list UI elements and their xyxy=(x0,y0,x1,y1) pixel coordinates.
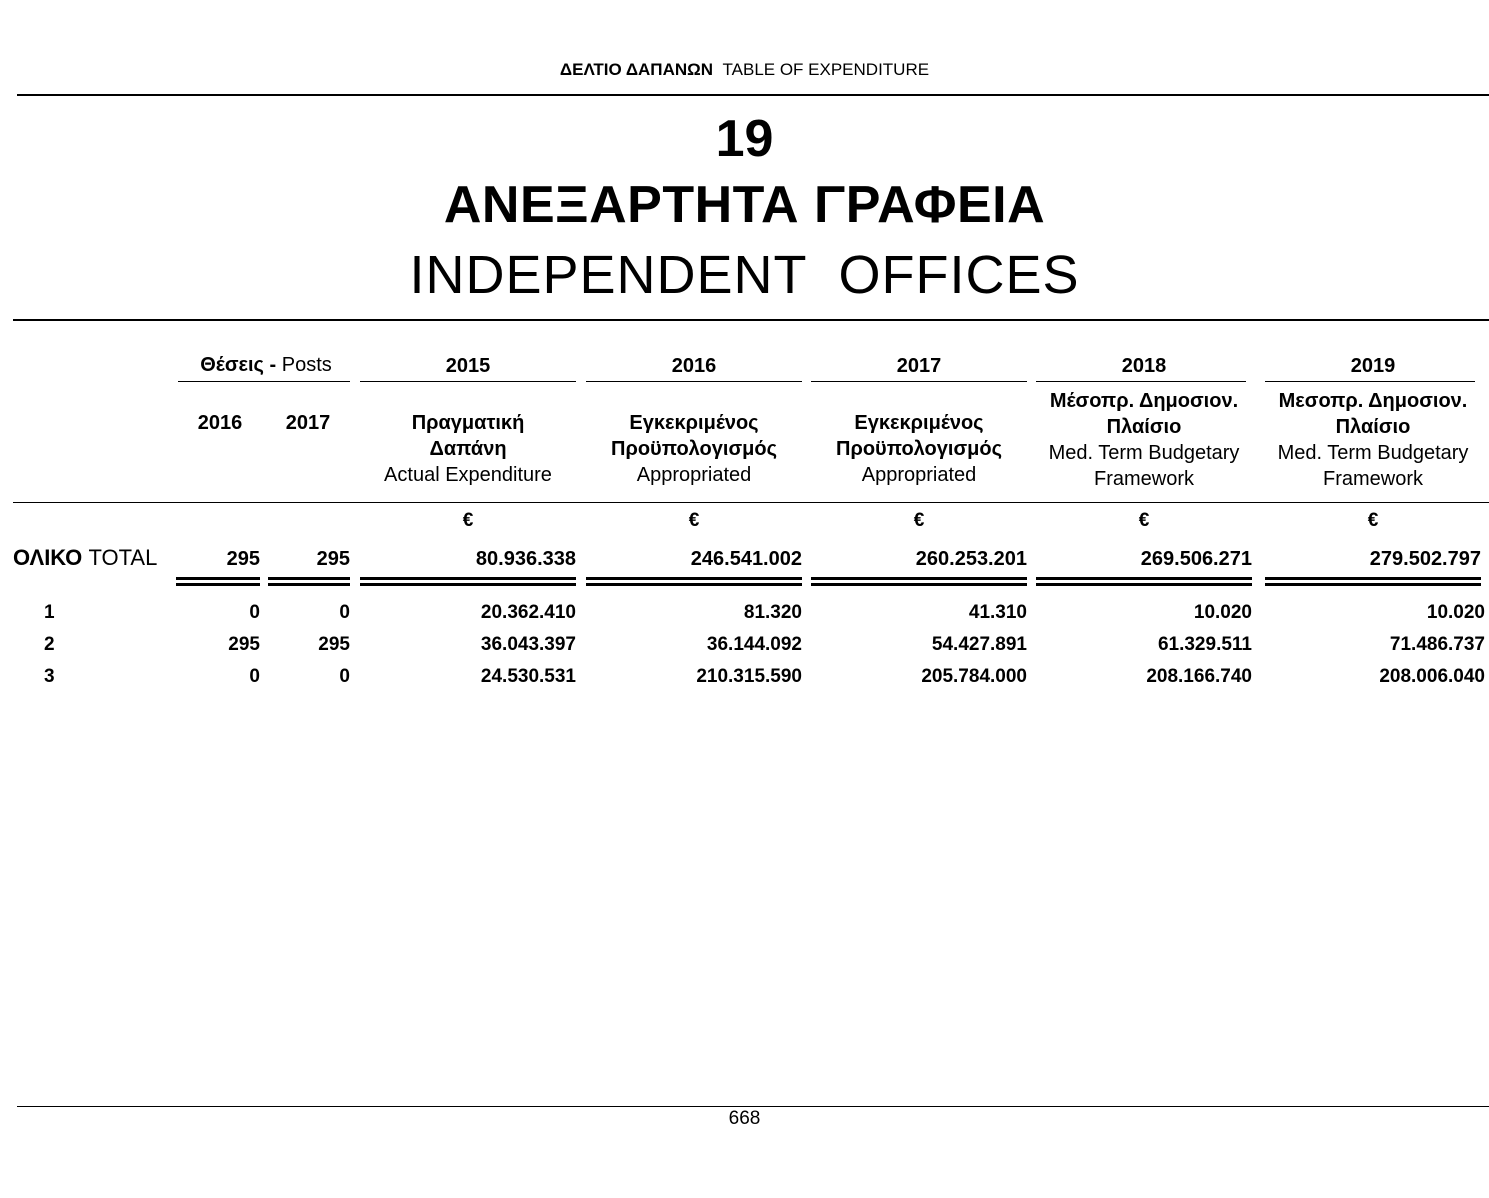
column-year: 2016 xyxy=(671,355,717,377)
posts-underline xyxy=(178,381,350,382)
total-label-en: TOTAL xyxy=(88,545,158,570)
header-title-gr: ΔΕΛΤΙΟ ΔΑΠΑΝΩΝ xyxy=(559,60,714,79)
row-posts-2016: 0 xyxy=(249,602,260,623)
total-double-rule xyxy=(360,577,576,586)
title-rule xyxy=(13,319,1489,321)
column-year: 2019 xyxy=(1350,355,1396,377)
column-year: 2017 xyxy=(896,355,942,377)
column-label-gr: Εγκεκριμένος Προϋπολογισμός xyxy=(611,412,777,460)
row-code: 3 xyxy=(44,666,55,687)
column-year-underline xyxy=(586,381,802,382)
row-value: 61.329.511 xyxy=(1157,634,1252,655)
row-value: 10.020 xyxy=(1426,602,1485,623)
currency-symbol: € xyxy=(1367,510,1379,531)
total-label xyxy=(13,545,157,571)
row-code: 1 xyxy=(44,602,55,623)
row-value: 210.315.590 xyxy=(696,666,802,687)
total-double-rule xyxy=(811,577,1027,586)
row-value: 41.310 xyxy=(968,602,1027,623)
total-posts-2017-double-rule xyxy=(268,577,350,586)
row-value: 10.020 xyxy=(1193,602,1252,623)
row-posts-2017: 295 xyxy=(318,634,350,655)
column-label-gr: Μέσοπρ. Δημοσιον. Πλαίσιο xyxy=(1049,390,1239,438)
row-value: 205.784.000 xyxy=(921,666,1027,687)
total-value: 246.541.002 xyxy=(690,548,802,570)
row-value: 24.530.531 xyxy=(480,666,576,687)
total-value: 279.502.797 xyxy=(1369,548,1481,570)
chapter-title-en: INDEPENDENT OFFICES xyxy=(409,245,1080,305)
total-value: 269.506.271 xyxy=(1140,548,1252,570)
column-label-en: Med. Term Budgetary Framework xyxy=(1277,442,1469,490)
row-value: 208.006.040 xyxy=(1379,666,1485,687)
column-year-underline xyxy=(360,381,576,382)
page-number: 668 xyxy=(728,1108,761,1129)
footer-rule xyxy=(17,1106,1489,1107)
total-double-rule xyxy=(1036,577,1252,586)
row-value: 71.486.737 xyxy=(1389,634,1485,655)
total-double-rule xyxy=(586,577,802,586)
column-year-underline xyxy=(1036,381,1246,382)
column-year: 2018 xyxy=(1121,355,1167,377)
header-bottom-rule xyxy=(13,502,1489,503)
column-year: 2015 xyxy=(445,355,491,377)
total-value: 80.936.338 xyxy=(475,548,576,570)
currency-symbol: € xyxy=(688,510,700,531)
total-value: 260.253.201 xyxy=(915,548,1027,570)
row-posts-2016: 0 xyxy=(249,666,260,687)
document-header xyxy=(0,60,1489,80)
chapter-number: 19 xyxy=(715,110,774,168)
row-value: 20.362.410 xyxy=(480,602,576,623)
row-posts-2016: 295 xyxy=(228,634,260,655)
total-posts-2016-double-rule xyxy=(176,577,260,586)
chapter-title-gr: ΑΝΕΞΑΡΤΗΤΑ ΓΡΑΦΕΙΑ xyxy=(443,176,1046,234)
column-label-en: Actual Expenditure xyxy=(384,464,552,486)
column-label-en: Med. Term Budgetary Framework xyxy=(1048,442,1240,490)
column-year-underline xyxy=(1265,381,1475,382)
posts-header-en: Posts xyxy=(281,354,332,376)
column-label-en: Appropriated xyxy=(861,464,977,486)
posts-header-gr: Θέσεις - xyxy=(200,354,277,376)
row-value: 81.320 xyxy=(743,602,802,623)
total-posts-2016: 295 xyxy=(226,548,260,570)
row-posts-2017: 0 xyxy=(339,602,350,623)
column-label-gr: Πραγματική Δαπάνη xyxy=(411,412,525,460)
column-label-en: Appropriated xyxy=(636,464,752,486)
total-label-gr: ΟΛΙΚΟ xyxy=(13,545,83,570)
row-code: 2 xyxy=(44,634,55,655)
header-title-en: TABLE OF EXPENDITURE xyxy=(722,60,930,79)
row-value: 36.144.092 xyxy=(706,634,802,655)
row-posts-2017: 0 xyxy=(339,666,350,687)
posts-year-2016: 2016 xyxy=(197,412,243,434)
column-label-gr: Εγκεκριμένος Προϋπολογισμός xyxy=(836,412,1002,460)
column-year-underline xyxy=(811,381,1027,382)
column-label-gr: Μεσοπρ. Δημοσιον. Πλαίσιο xyxy=(1278,390,1468,438)
row-value: 208.166.740 xyxy=(1146,666,1252,687)
posts-year-2017: 2017 xyxy=(285,412,331,434)
total-double-rule xyxy=(1265,577,1481,586)
currency-symbol: € xyxy=(462,510,474,531)
header-rule xyxy=(17,94,1489,96)
row-value: 54.427.891 xyxy=(931,634,1027,655)
currency-symbol: € xyxy=(1138,510,1150,531)
total-posts-2017: 295 xyxy=(316,548,350,570)
currency-symbol: € xyxy=(913,510,925,531)
posts-header xyxy=(176,352,356,378)
row-value: 36.043.397 xyxy=(480,634,576,655)
